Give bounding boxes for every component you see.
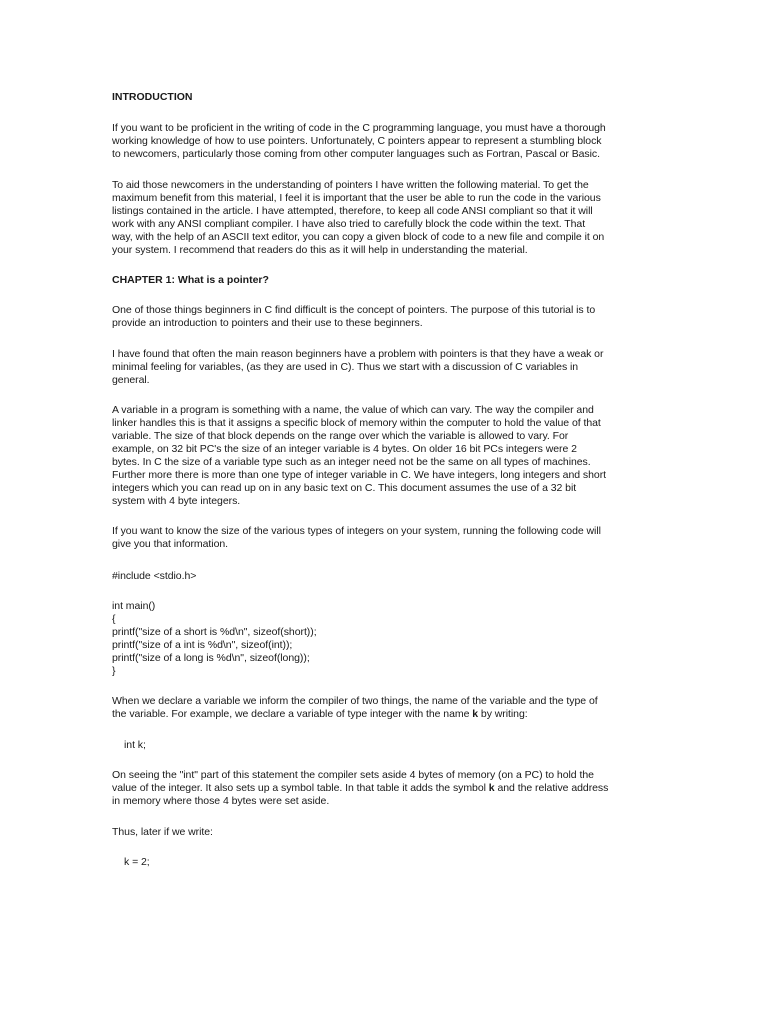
text-line: Further more there is more than one type of integer variable in C. We have integers, long integers and short bbox=[112, 469, 607, 481]
text-line: integers which you can read up on in any basic text on C. This document assumes the use of a 32 bit bbox=[112, 482, 577, 494]
text-line: general. bbox=[112, 374, 150, 386]
text-segment: the variable. For example, we declare a variable of type integer with the name bbox=[112, 708, 473, 720]
chapter-paragraph-1 bbox=[112, 304, 595, 330]
text-line: working knowledge of how to use pointers. Unfortunately, C pointers appear to represent a stumbling block bbox=[112, 135, 602, 147]
text-line: way, with the help of an ASCII text editor, you can copy a given block of code to a new file and compile it on bbox=[112, 231, 605, 243]
code-line: { bbox=[112, 613, 116, 625]
text-line: minimal feeling for variables, (as they are used in C). Thus we start with a discussion of C variables in bbox=[112, 361, 579, 373]
intro-heading: INTRODUCTION bbox=[112, 91, 193, 103]
text-line: When we declare a variable we inform the compiler of two things, the name of the variable and the type of bbox=[112, 695, 598, 707]
text-line: in memory where those 4 bytes were set aside. bbox=[112, 795, 330, 807]
code-include bbox=[112, 570, 196, 583]
text-line: variable. The size of that block depends on the range over which the variable is allowed to vary. For bbox=[112, 430, 569, 442]
text-line: your system. I recommend that readers do this as it will help in understanding the material. bbox=[112, 244, 528, 256]
text-line: To aid those newcomers in the understanding of pointers I have written the following material. To get the bbox=[112, 179, 589, 191]
code-line: printf("size of a long is %d\n", sizeof(long)); bbox=[112, 652, 310, 664]
intro-paragraph-1 bbox=[112, 122, 606, 161]
code-block-main bbox=[112, 600, 317, 678]
text-line: maximum benefit from this material, I feel it is important that the user be able to run the code in the various bbox=[112, 192, 601, 204]
code-line: printf("size of a int is %d\n", sizeof(int)); bbox=[112, 639, 293, 651]
text-line: linker handles this is that it assigns a specific block of memory within the computer to hold the value of that bbox=[112, 417, 601, 429]
text-line: listings contained in the article. I have attempted, therefore, to keep all code ANSI compliant so that it will bbox=[112, 205, 593, 217]
chapter-paragraph-2 bbox=[112, 348, 603, 387]
text-segment: value of the integer. It also sets up a symbol table. In that table it adds the symbol bbox=[112, 782, 489, 794]
chapter-paragraph-3 bbox=[112, 404, 606, 508]
text-line: bytes. In C the size of a variable type such as an integer need not be the same on all types of machines. bbox=[112, 456, 591, 468]
chapter-paragraph-4 bbox=[112, 525, 601, 551]
code-line: printf("size of a short is %d\n", sizeof(short)); bbox=[112, 626, 317, 638]
text-line: to newcomers, particularly those coming from other computer languages such as Fortran, Pascal or Basic. bbox=[112, 148, 600, 160]
text-segment: by writing: bbox=[478, 708, 528, 720]
text-line: If you want to be proficient in the writing of code in the C programming language, you must have a thorough bbox=[112, 122, 606, 134]
text-line: A variable in a program is something with a name, the value of which can vary. The way the compiler and bbox=[112, 404, 594, 416]
code-line: k = 2; bbox=[124, 856, 150, 868]
code-line: #include <stdio.h> bbox=[112, 570, 197, 582]
text-line: provide an introduction to pointers and their use to these beginners. bbox=[112, 317, 423, 329]
symbol-k: k bbox=[472, 708, 479, 720]
text-line: example, on 32 bit PC's the size of an integer variable is 4 bytes. On older 16 bit PCs integers were 2 bbox=[112, 443, 577, 455]
text-line: I have found that often the main reason beginners have a problem with pointers is that they have a weak or bbox=[112, 348, 604, 360]
chapter-paragraph-5 bbox=[112, 695, 598, 721]
text-segment: and the relative address bbox=[494, 782, 609, 794]
code-line: int k; bbox=[124, 739, 146, 751]
text-line bbox=[112, 708, 598, 721]
symbol-k: k bbox=[488, 782, 495, 794]
intro-paragraph-2 bbox=[112, 179, 604, 257]
code-line: int main() bbox=[112, 600, 156, 612]
text-line: If you want to know the size of the various types of integers on your system, running the following code will bbox=[112, 525, 601, 537]
chapter-paragraph-7: Thus, later if we write: bbox=[112, 826, 213, 838]
chapter-paragraph-6 bbox=[112, 769, 608, 808]
text-line: On seeing the "int" part of this statement the compiler sets aside 4 bytes of memory (on a PC) to hold the bbox=[112, 769, 594, 781]
code-assign-k bbox=[112, 856, 150, 869]
code-declare-k bbox=[112, 739, 146, 752]
chapter-heading: CHAPTER 1: What is a pointer? bbox=[112, 274, 269, 286]
text-line: One of those things beginners in C find difficult is the concept of pointers. The purpose of this tutorial is to bbox=[112, 304, 596, 316]
text-line bbox=[112, 782, 608, 795]
text-line: system with 4 byte integers. bbox=[112, 495, 241, 507]
text-line: give you that information. bbox=[112, 538, 229, 550]
code-line: } bbox=[112, 665, 116, 677]
text-line: work with any ANSI compliant compiler. I have also tried to carefully block the code within the text. That bbox=[112, 218, 586, 230]
